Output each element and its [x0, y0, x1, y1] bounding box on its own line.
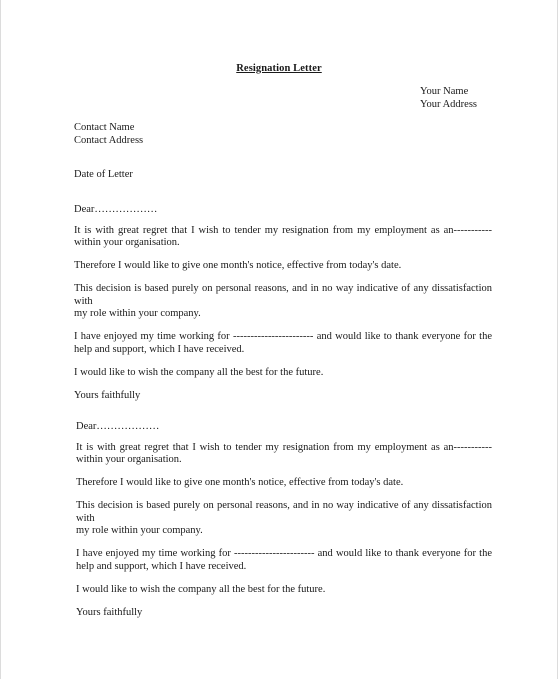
paragraph-notice: Therefore I would like to give one month's notice, effective from today's date.	[74, 260, 402, 271]
recipient-address: Contact Address	[74, 134, 144, 146]
paragraph-regret	[76, 442, 492, 467]
paragraph-line: within your organisation.	[76, 454, 182, 465]
paragraph-reasons	[76, 500, 492, 538]
paragraph-line: I have enjoyed my time working for ----------------------- and would like to thank everyone for the	[74, 331, 492, 342]
paragraph-line: It is with great regret that I wish to tender my resignation from my employment as an-----------	[74, 224, 492, 236]
letter-date: Date of Letter	[74, 169, 133, 180]
paragraph-line: my role within your company.	[76, 525, 203, 536]
paragraph-line: within your organisation.	[74, 237, 180, 248]
paragraph-line: I have enjoyed my time working for ----------------------- and would like to thank everyone for the	[76, 548, 492, 559]
letter-body	[74, 204, 492, 402]
sender-name: Your Name	[420, 86, 469, 97]
paragraph-regret	[74, 225, 492, 250]
paragraph-wishes: I would like to wish the company all the best for the future.	[76, 583, 326, 595]
paragraph-line: This decision is based purely on personal reasons, and in no way indicative of any dissatisfaction with	[76, 500, 492, 524]
paragraph-reasons	[74, 283, 492, 321]
paragraph-line: my role within your company.	[74, 308, 201, 319]
paragraph-thanks	[76, 548, 492, 573]
paragraph-line: It is with great regret that I wish to tender my resignation from my employment as an-----------	[76, 441, 492, 453]
salutation: Dear………………	[76, 421, 160, 432]
closing: Yours faithfully	[76, 606, 143, 618]
paragraph-thanks	[74, 331, 492, 356]
sender-address: Your Address	[420, 98, 477, 110]
document-title: Resignation Letter	[236, 63, 322, 74]
paragraph-line: This decision is based purely on personal reasons, and in no way indicative of any dissatisfaction with	[74, 283, 492, 307]
recipient-name: Contact Name	[74, 122, 135, 133]
letter-body	[76, 421, 492, 619]
paragraph-wishes: I would like to wish the company all the best for the future.	[74, 366, 324, 378]
closing: Yours faithfully	[74, 389, 141, 401]
recipient-block	[74, 122, 143, 147]
paragraph-line: help and support, which I have received.	[74, 343, 245, 355]
sender-block	[420, 86, 477, 111]
paragraph-notice: Therefore I would like to give one month's notice, effective from today's date.	[76, 477, 404, 488]
paragraph-line: help and support, which I have received.	[76, 560, 247, 572]
salutation: Dear………………	[74, 204, 158, 215]
